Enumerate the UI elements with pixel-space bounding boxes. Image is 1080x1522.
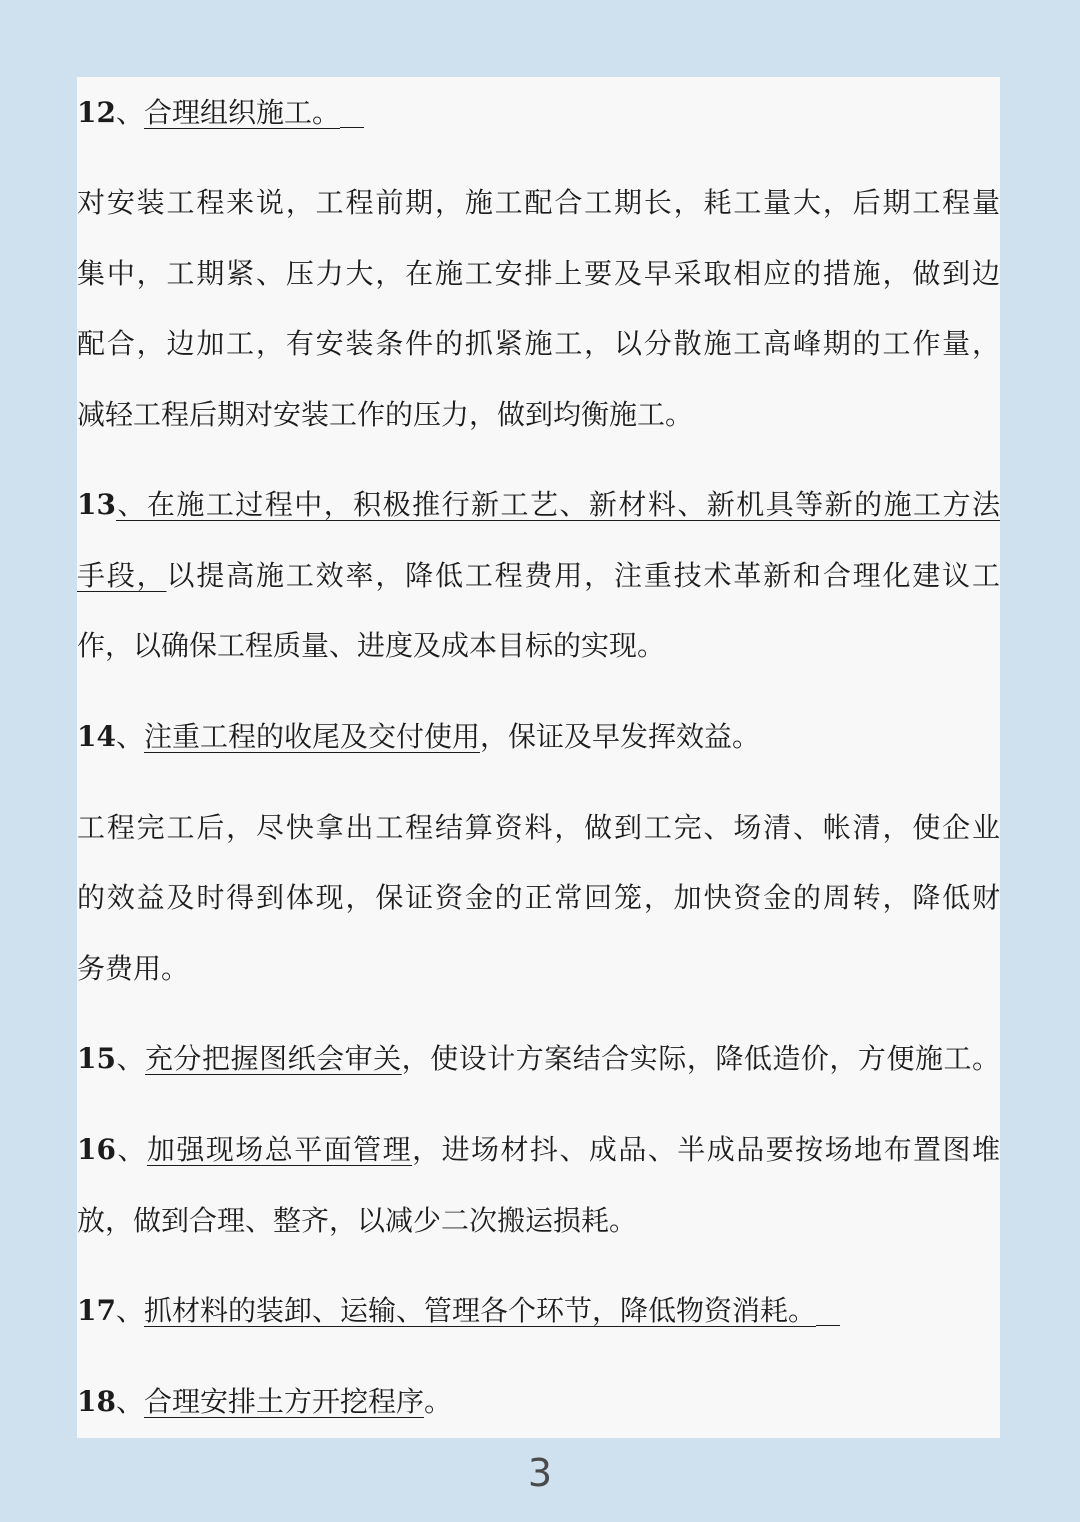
item-number: 14 <box>77 720 116 753</box>
heading-item-16 <box>77 1130 1000 1170</box>
item-separator: 、 <box>115 1133 147 1166</box>
heading-rest: ，进场材抖、成品、半成品要按场地布置图堆 <box>412 1133 1000 1166</box>
item-number: 18 <box>77 1385 116 1418</box>
heading-rest: 。 <box>424 1385 453 1418</box>
paragraph-line: 放，做到合理、整齐，以减少二次搬运损耗。 <box>77 1204 638 1237</box>
heading-item-13-continued <box>77 556 1000 596</box>
heading-item-12 <box>77 93 1000 133</box>
paragraph-line: 作，以确保工程质量、进度及成本目标的实现。 <box>77 629 666 662</box>
heading-rest: 以提高施工效率，降低工程费用，注重技术革新和合理化建议工 <box>166 559 1000 592</box>
heading-rest: ，保证及早发挥效益。 <box>480 720 761 753</box>
heading-item-13 <box>77 485 1000 525</box>
paragraph-line: 减轻工程后期对安装工作的压力，做到均衡施工。 <box>77 398 694 431</box>
heading-item-17 <box>77 1291 1000 1331</box>
item-separator: 、 <box>115 1042 146 1075</box>
heading-title: 抓材料的装卸、运输、管理各个环节，降低物资消耗。 <box>143 1294 816 1327</box>
heading-title: 充分把握图纸会审关 <box>145 1042 402 1075</box>
paragraph-line: 工程完工后，尽快拿出工程结算资料，做到工完、场清、帐清，使企业 <box>77 811 1000 844</box>
heading-title: 注重工程的收尾及交付使用 <box>143 720 480 753</box>
heading-title: 加强现场总平面管理 <box>146 1133 413 1166</box>
item-separator: 、 <box>115 1385 144 1418</box>
paragraph-line: 对安装工程来说，工程前期，施工配合工期长，耗工量大，后期工程量 <box>77 186 1000 219</box>
item-number: 15 <box>77 1042 116 1075</box>
paragraph-line: 配合，边加工，有安装条件的抓紧施工，以分散施工高峰期的工作量， <box>77 327 1000 360</box>
heading-item-14 <box>77 717 1000 757</box>
heading-rest: ，使设计方案结合实际，降低造价，方便施工。 <box>401 1042 1000 1075</box>
paragraph-line: 的效益及时得到体现，保证资金的正常回笼，加快资金的周转，降低财 <box>77 881 1000 914</box>
item-number: 12 <box>77 96 116 129</box>
item-number: 16 <box>77 1133 116 1166</box>
item-separator: 、 <box>115 1294 144 1327</box>
heading-item-15 <box>77 1039 1000 1079</box>
underline-tail <box>816 1324 840 1326</box>
item-separator: 、 <box>115 720 144 753</box>
heading-title: 合理组织施工。 <box>143 96 340 129</box>
item-separator: 、 <box>115 96 144 129</box>
heading-title: 合理安排土方开挖程序 <box>143 1385 424 1418</box>
heading-item-18 <box>77 1382 1000 1422</box>
heading-title: 、在施工过程中，积极推行新工艺、新材料、新机具等新的施工方法 <box>115 488 1000 521</box>
underline-tail <box>340 126 364 128</box>
item-number: 13 <box>77 488 116 521</box>
item-number: 17 <box>77 1294 116 1327</box>
heading-title-tail: 手段， <box>77 559 167 592</box>
page-number: 3 <box>527 1451 553 1495</box>
paragraph-line: 务费用。 <box>77 952 190 985</box>
document-page <box>77 77 1000 1438</box>
paragraph-line: 集中，工期紧、压力大，在施工安排上要及早采取相应的措施，做到边 <box>77 257 1000 290</box>
